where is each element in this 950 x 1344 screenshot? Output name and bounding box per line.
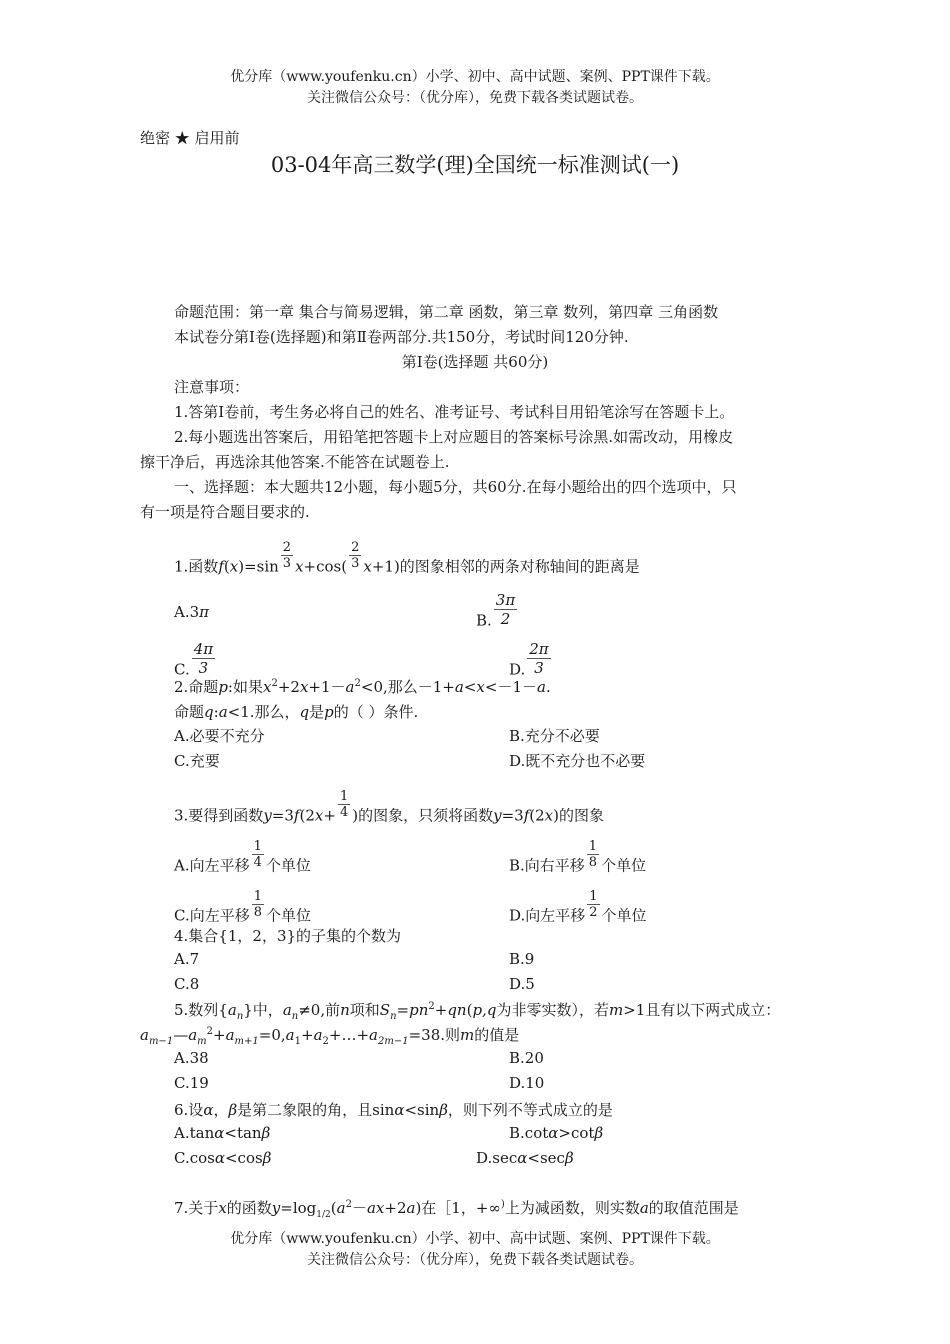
footer-line-1: 优分库（www.youfenku.cn）小学、初中、高中试题、案例、PPT课件下载。 — [230, 1231, 720, 1247]
footer-line-2: 关注微信公众号：（优分库），免费下载各类试题试卷。 — [307, 1252, 643, 1268]
question-1-option-c: C. $\frac{4\pi}{3}$ — [174, 640, 214, 679]
question-5-option-c: C.19 — [174, 1074, 209, 1092]
question-5-option-a: A.38 — [174, 1049, 209, 1067]
question-5-stem: 5.数列$\{a_n\}$中，$a_n\ne 0$,前n项和$S_n=pn^2+qn(p,q$为非零实数），若m>1且有以下两式成立： — [174, 1001, 781, 1022]
question-4-stem: 4.集合{1，2，3}的子集的个数为 — [174, 927, 402, 945]
part1-heading: 第Ⅰ卷(选择题 共60分) — [401, 353, 549, 371]
notice-title: 注意事项： — [174, 378, 250, 396]
fraction: $\frac{1}{4}$ — [339, 789, 349, 820]
page-title: 03-04年高三数学(理)全国统一标准测试(一) — [270, 153, 680, 177]
question-4-option-d: D.5 — [509, 975, 535, 993]
question-5-option-b: B.20 — [509, 1049, 544, 1067]
intro-line: 本试卷分第Ⅰ卷(选择题)和第Ⅱ卷两部分.共150分，考试时间120分钟. — [174, 328, 629, 346]
section-intro: 一、选择题：本大题共12小题，每小题5分，共60分.在每小题给出的四个选项中，只 — [174, 478, 737, 496]
question-2-stem-2: 命题q:a<1.那么，q是p的（ ）条件. — [174, 703, 419, 721]
notice-item-2-cont: 擦干净后，再选涂其他答案.不能答在试题卷上. — [140, 453, 450, 471]
question-6-stem: 6.设α，β是第二象限的角，且sinα<sinβ，则下列不等式成立的是 — [174, 1101, 613, 1119]
fraction: $\frac{2\pi}{3}$ — [529, 640, 549, 677]
question-2-option-c: C.充要 — [174, 752, 220, 770]
fraction: $\frac{2}{3}$ — [351, 540, 360, 571]
question-1-option-b: B. $\frac{3\pi}{2}$ — [476, 591, 516, 630]
fraction: $\frac{2}{3}$ — [282, 540, 292, 571]
question-5-stem-2: $a_{m-1}—a_m^2+a_{m+1}=0,a_1+a_2+\dots+a_{2m-1}=38$.则m的值是 — [140, 1026, 520, 1047]
question-2-stem: 2.命题p:如果$x^2+2x+1-a^2<0$,那么－1+a<x<－1－a. — [174, 678, 551, 696]
question-3-option-d: D.向左平移 $\frac{1}{2}$ 个单位 — [509, 889, 647, 925]
question-1-stem: 1.函数f(x)=sin $\frac{2}{3}$ x+cos( $\frac{2}{3}$ x+1)的图象相邻的两条对称轴间的距离是 — [174, 540, 640, 576]
fraction: $\frac{1}{2}$ — [589, 889, 598, 920]
question-2-option-b: B.充分不必要 — [509, 727, 600, 745]
question-6-option-c: C.cosα<cosβ — [174, 1149, 272, 1167]
question-1-option-a: A.3π — [174, 603, 210, 621]
question-3-option-c: C.向左平移 $\frac{1}{8}$ 个单位 — [174, 889, 312, 925]
question-4-option-c: C.8 — [174, 975, 200, 993]
question-4-option-b: B.9 — [509, 950, 535, 968]
fraction: $\frac{1}{8}$ — [253, 889, 262, 920]
question-6-option-d: D.secα<secβ — [476, 1149, 574, 1167]
question-4-option-a: A.7 — [174, 950, 200, 968]
question-7-stem: 7.关于x的函数$y=\log_{1/2}(a^2-ax+2a)$在［1，+∞)上为减函数，则实数a的取值范围是 — [174, 1199, 739, 1220]
scope-line: 命题范围：第一章 集合与简易逻辑，第二章 函数，第三章 数列，第四章 三角函数 — [174, 303, 719, 321]
question-5-option-d: D.10 — [509, 1074, 545, 1092]
header-line-2: 关注微信公众号：（优分库），免费下载各类试题试卷。 — [307, 90, 643, 106]
secret-label: 绝密 ★ 启用前 — [140, 129, 240, 147]
fraction: $\frac{4\pi}{3}$ — [193, 640, 214, 677]
question-3-option-b: B.向右平移 $\frac{1}{8}$ 个单位 — [509, 839, 647, 875]
header-line-1: 优分库（www.youfenku.cn）小学、初中、高中试题、案例、PPT课件下载。 — [230, 69, 720, 85]
question-2-option-a: A.必要不充分 — [174, 727, 265, 745]
question-2-option-d: D.既不充分也不必要 — [509, 752, 646, 770]
notice-item-1: 1.答第Ⅰ卷前，考生务必将自己的姓名、准考证号、考试科目用铅笔涂写在答题卡上。 — [174, 403, 735, 421]
section-intro-cont: 有一项是符合题目要求的. — [140, 503, 310, 521]
fraction: $\frac{3\pi}{2}$ — [495, 591, 516, 628]
question-6-option-b: B.cotα>cotβ — [509, 1124, 604, 1142]
question-1-option-d: D. $\frac{2\pi}{3}$ — [509, 640, 549, 679]
question-3-option-a: A.向左平移 $\frac{1}{4}$ 个单位 — [174, 839, 311, 875]
notice-item-2: 2.每小题选出答案后，用铅笔把答题卡上对应题目的答案标号涂黑.如需改动，用橡皮 — [174, 428, 734, 446]
fraction: $\frac{1}{8}$ — [588, 839, 598, 870]
fraction: $\frac{1}{4}$ — [253, 839, 262, 870]
question-6-option-a: A.tanα<tanβ — [174, 1124, 271, 1142]
question-3-stem: 3.要得到函数y=3f(2x+ $\frac{1}{4}$ )的图象，只须将函数y=3f(2x)的图象 — [174, 789, 604, 825]
